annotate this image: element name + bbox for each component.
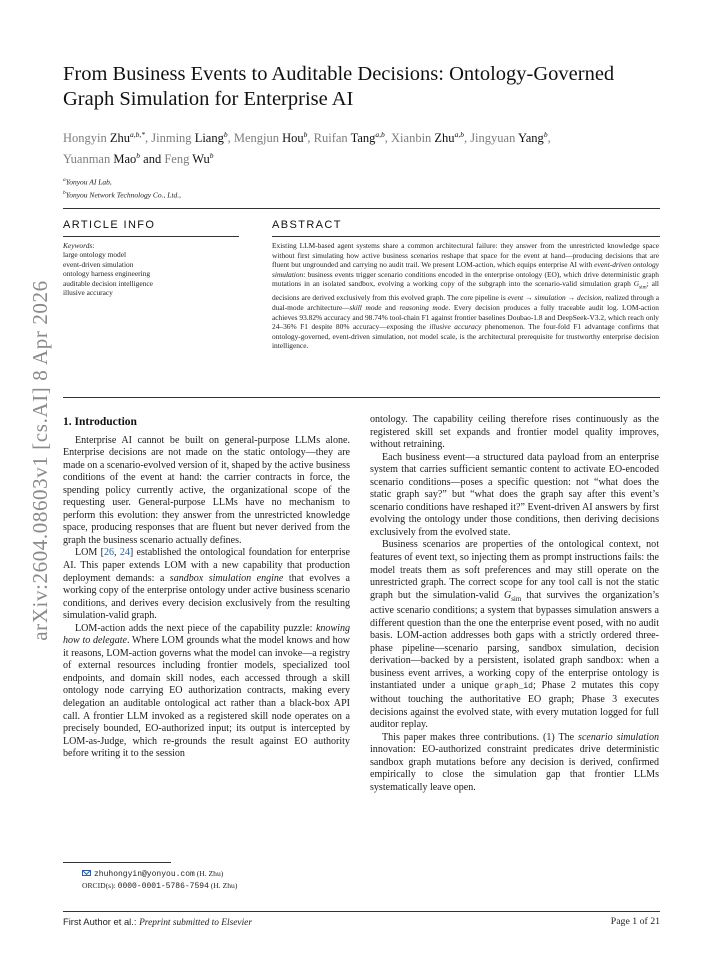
abstract-heading: ABSTRACT [272, 219, 342, 231]
left-column-body [63, 435, 350, 761]
orcid-id[interactable]: 0000-0001-5786-7594 [117, 882, 209, 891]
emphasis: reasoning mode [399, 303, 449, 313]
author-affil-mark: b [543, 130, 548, 139]
page-footer [63, 916, 660, 928]
right-column [370, 414, 659, 794]
affiliations [63, 175, 463, 200]
code-token: graph_id [494, 682, 533, 692]
keyword-item: large ontology model [63, 250, 127, 260]
article-info-heading: ARTICLE INFO [63, 219, 156, 231]
keyword-item: auditable decision intelligence [63, 278, 153, 288]
keywords-block: Keywords: large ontology model event-driven simulation ontology harness engineering auditable decision intelligence illusive accuracy [63, 241, 213, 297]
footer-author: First Author et al.: [63, 916, 137, 927]
author: Yuanman Mao$^b$ [63, 151, 141, 167]
emphasis: scenario simulation [578, 731, 659, 743]
footer-left [63, 916, 252, 928]
author-affil-mark: a,b [375, 130, 385, 139]
author-surname: Wu [192, 152, 210, 167]
affiliation-mark: b [63, 189, 66, 196]
author-list: Hongyin Zhu$^{a,b,*}$, Jinming Liang$^b$, Mengjun Hou$^b$, Ruifan Tang$^{a,b}$, Xianbin Zhu$^{a,b}$, Jingyuan Yang$^b$, Yuanman Mao$^b$ and Feng Wu$^b$ [63, 130, 551, 167]
author-affil-mark: b [136, 151, 141, 161]
author-affil-mark: b [223, 130, 228, 139]
paragraph: This paper makes three contributions. (1) The scenario simulation innovation: EO-authorized constraint predicates drive deterministic sandbox graph mutations before any decision is derived, confirmed empirically to close the simulation gap that frontier LLMs systematically leave open. [370, 731, 659, 793]
author: Xianbin Zhu$^{a,b}$ [391, 130, 464, 146]
orcid-label: ORCID(s): [82, 881, 116, 890]
author-affil-mark: b [209, 151, 214, 161]
affiliation-mark: a [63, 177, 66, 183]
footer-journal: Preprint submitted to Elsevier [139, 918, 252, 928]
emphasis: sandbox simulation engine [169, 572, 284, 584]
author-affil-mark: a,b [454, 130, 464, 139]
author-surname: Tang [350, 131, 376, 146]
author-surname: Mao [113, 152, 137, 167]
author: Jinming Liang$^b$ [151, 130, 228, 146]
paragraph: Each business event—a structured data payload from an enterprise system that carries sufficient semantic content to activate EO-encoded scenario conditions—poses a specific question: not “what does the static graph say?” but “what does the graph say after this event’s scenario conditions have reshaped it?” Event-driven AI answers by first evolving the ontology under those conditions, then deriving decisions exclusively from the evolved state. [370, 451, 659, 538]
abstract-rule [272, 236, 660, 237]
footer-rule [63, 911, 660, 912]
author-surname: Zhu [109, 131, 131, 146]
abstract-text: Existing LLM-based agent systems share a common architectural failure: they answer from the unrestricted knowledge space without first simulating how active business scenarios reshape that space for the event at hand—producing decisions that are fluent but ungrounded and carrying no audit trail. We present LOM-action, which equips enterprise AI with event-driven ontology simulation: business events trigger scenario conditions encoded in the enterprise ontology (EO), which drive deterministic graph mutations in an isolated sandbox, evolving a working copy of the subgraph into the scenario-valid simulation graph $G_{sim}$; all decisions are derived exclusively from this evolved graph. The core pipeline is event → simulation → decision, realized through a dual-mode architecture—skill mode and reasoning mode. Every decision produces a fully traceable audit log. LOM-action achieves 93.82% accuracy and 98.74% tool-chain F1 against frontier baselines Doubao-1.8 and DeepSeek-V3.2, which reach only 24–36% F1 despite 80% accuracy—exposing the illusive accuracy phenomenon. The four-fold F1 advantage confirms that ontology-governed, event-driven simulation, not model scale, is the architectural prerequisite for trustworthy enterprise decision intelligence. [272, 241, 659, 351]
left-column [63, 416, 350, 761]
emphasis: event → simulation → decision [507, 293, 602, 303]
math-gsim: $G_{sim}$ [503, 589, 522, 603]
author: Mengjun Hou$^b$ [233, 130, 308, 146]
author-surname: Yang [517, 131, 544, 146]
author: Jingyuan Yang$^b$ [470, 130, 548, 146]
citation: [26, 24] [100, 547, 134, 559]
keyword-item: ontology harness engineering [63, 269, 151, 279]
paragraph: Business scenarios are properties of the ontological context, not features of event text, so injecting them as prompt instructions fails: the model treats them as soft preferences and may still operate on the unrestricted graph. The correct scope for any tool call is not the static graph but the simulation-valid $G_{sim}$ that survives the organization’s active scenario conditions; a system that bypasses simulation answers a different question than the one the enterprise event posed, with no audit basis. LOM-action addresses both gaps with a strictly ordered three-phase pipeline—scenario parsing, sandbox simulation, decision derivation—backed by a persistent, isolated graph sandbox: when a business event arrives, a working copy of the enterprise ontology is instantiated under a unique graph_id; Phase 2 mutates this copy without touching the authoritative EO graph; Phase 3 executes decisions against the evolved state, with every mutation logged for full auditor replay. [370, 539, 660, 731]
article-info-rule [63, 236, 239, 237]
keywords-list [63, 250, 213, 297]
paragraph: LOM-action adds the next piece of the capability puzzle: knowing how to delegate. Where LOM grounds what the model knows and how it reasons, LOM-action governs what the model can invoke—a registry of external resources including frontier models, specialized tool endpoints, and domain skill nodes, each accessed through a skill ontology node carrying EO authorization contracts, making every delegation an auditable ontological act rather than a black-box API call. A frontier LLM invoked as a registered skill node operates on a precisely bounded, EO-authorized input; its output is intercepted by LOM-as-Judge, which re-grounds the result against EO authority before writing it to the session [63, 622, 350, 760]
emphasis: skill mode [349, 303, 382, 313]
section-title: 1. Introduction [63, 416, 137, 428]
author-affil-mark: b [303, 130, 308, 139]
keywords-label: Keywords [63, 241, 93, 250]
paragraph: LOM [26, 24] established the ontological foundation for enterprise AI. This paper extends LOM with a new capability that production deployment demands: a sandbox simulation engine that evolves a working copy of the enterprise ontology under active business scenario conditions, and derives every decision exclusively from the resulting simulation-valid graph. [63, 547, 351, 622]
abstract-bottom-rule [63, 397, 660, 398]
affiliation: $^b$Yonyou Network Technology Co., Ltd., [63, 189, 182, 199]
arxiv-identifier-text: arXiv:2604.08603v1 [cs.AI] 8 Apr 2026 [27, 279, 52, 641]
author-affil-mark: a,b,* [130, 130, 146, 139]
footnote-email-suffix: (H. Zhu) [196, 869, 224, 878]
footnote-email[interactable]: zhuhongyin@yonyou.com [94, 870, 195, 879]
keyword-item: event-driven simulation [63, 259, 134, 269]
author-surname: Liang [194, 131, 224, 146]
footnote [82, 868, 372, 892]
keyword-item: illusive accuracy [63, 288, 113, 298]
header-rule [63, 208, 660, 209]
paragraph: Enterprise AI cannot be built on general-purpose LLMs alone. Enterprise decisions are not made on the static ontology—they are made on a scenario-evolved version of it, shaped by the active business conditions of the event at hand: the carrier contracts in force, the spending policy currently active, the organizational scope of the requesting user. General-purpose LLMs have no mechanism to perform this evolution: they answer from the unrestricted knowledge space, producing responses that are fluent but never derived from the graph the business scenario actually defines. [63, 434, 350, 546]
author: Feng Wu$^b$ [164, 151, 214, 167]
author-surname: Zhu [434, 131, 455, 146]
author-surname: Hou [282, 131, 304, 146]
paragraph: ontology. The capability ceiling therefore rises continuously as the registered skill set expands and frontier model quality improves, without retraining. [370, 414, 659, 451]
footer-page-number: Page 1 of 21 [610, 916, 660, 927]
mail-icon [82, 870, 91, 876]
emphasis: event-driven ontology simulation [272, 260, 659, 279]
author: Ruifan Tang$^{a,b}$ [313, 130, 385, 146]
emphasis: knowing how to delegate [63, 622, 350, 647]
arxiv-identifier [10, 250, 70, 670]
author-separator: and [140, 152, 165, 167]
footnote-rule [63, 862, 171, 863]
math-gsim: $G_{sim}$ [633, 279, 647, 291]
paper-title: From Business Events to Auditable Decisions: Ontology-Governed Graph Simulation for Enterprise AI [63, 63, 615, 110]
right-column-body [370, 414, 659, 794]
author: Hongyin Zhu$^{a,b,*}$ [63, 130, 146, 146]
orcid-suffix: (H. Zhu) [210, 881, 238, 890]
affiliation: $^a$Yonyou AI Lab, [63, 177, 112, 187]
emphasis: illusive accuracy [429, 322, 482, 332]
